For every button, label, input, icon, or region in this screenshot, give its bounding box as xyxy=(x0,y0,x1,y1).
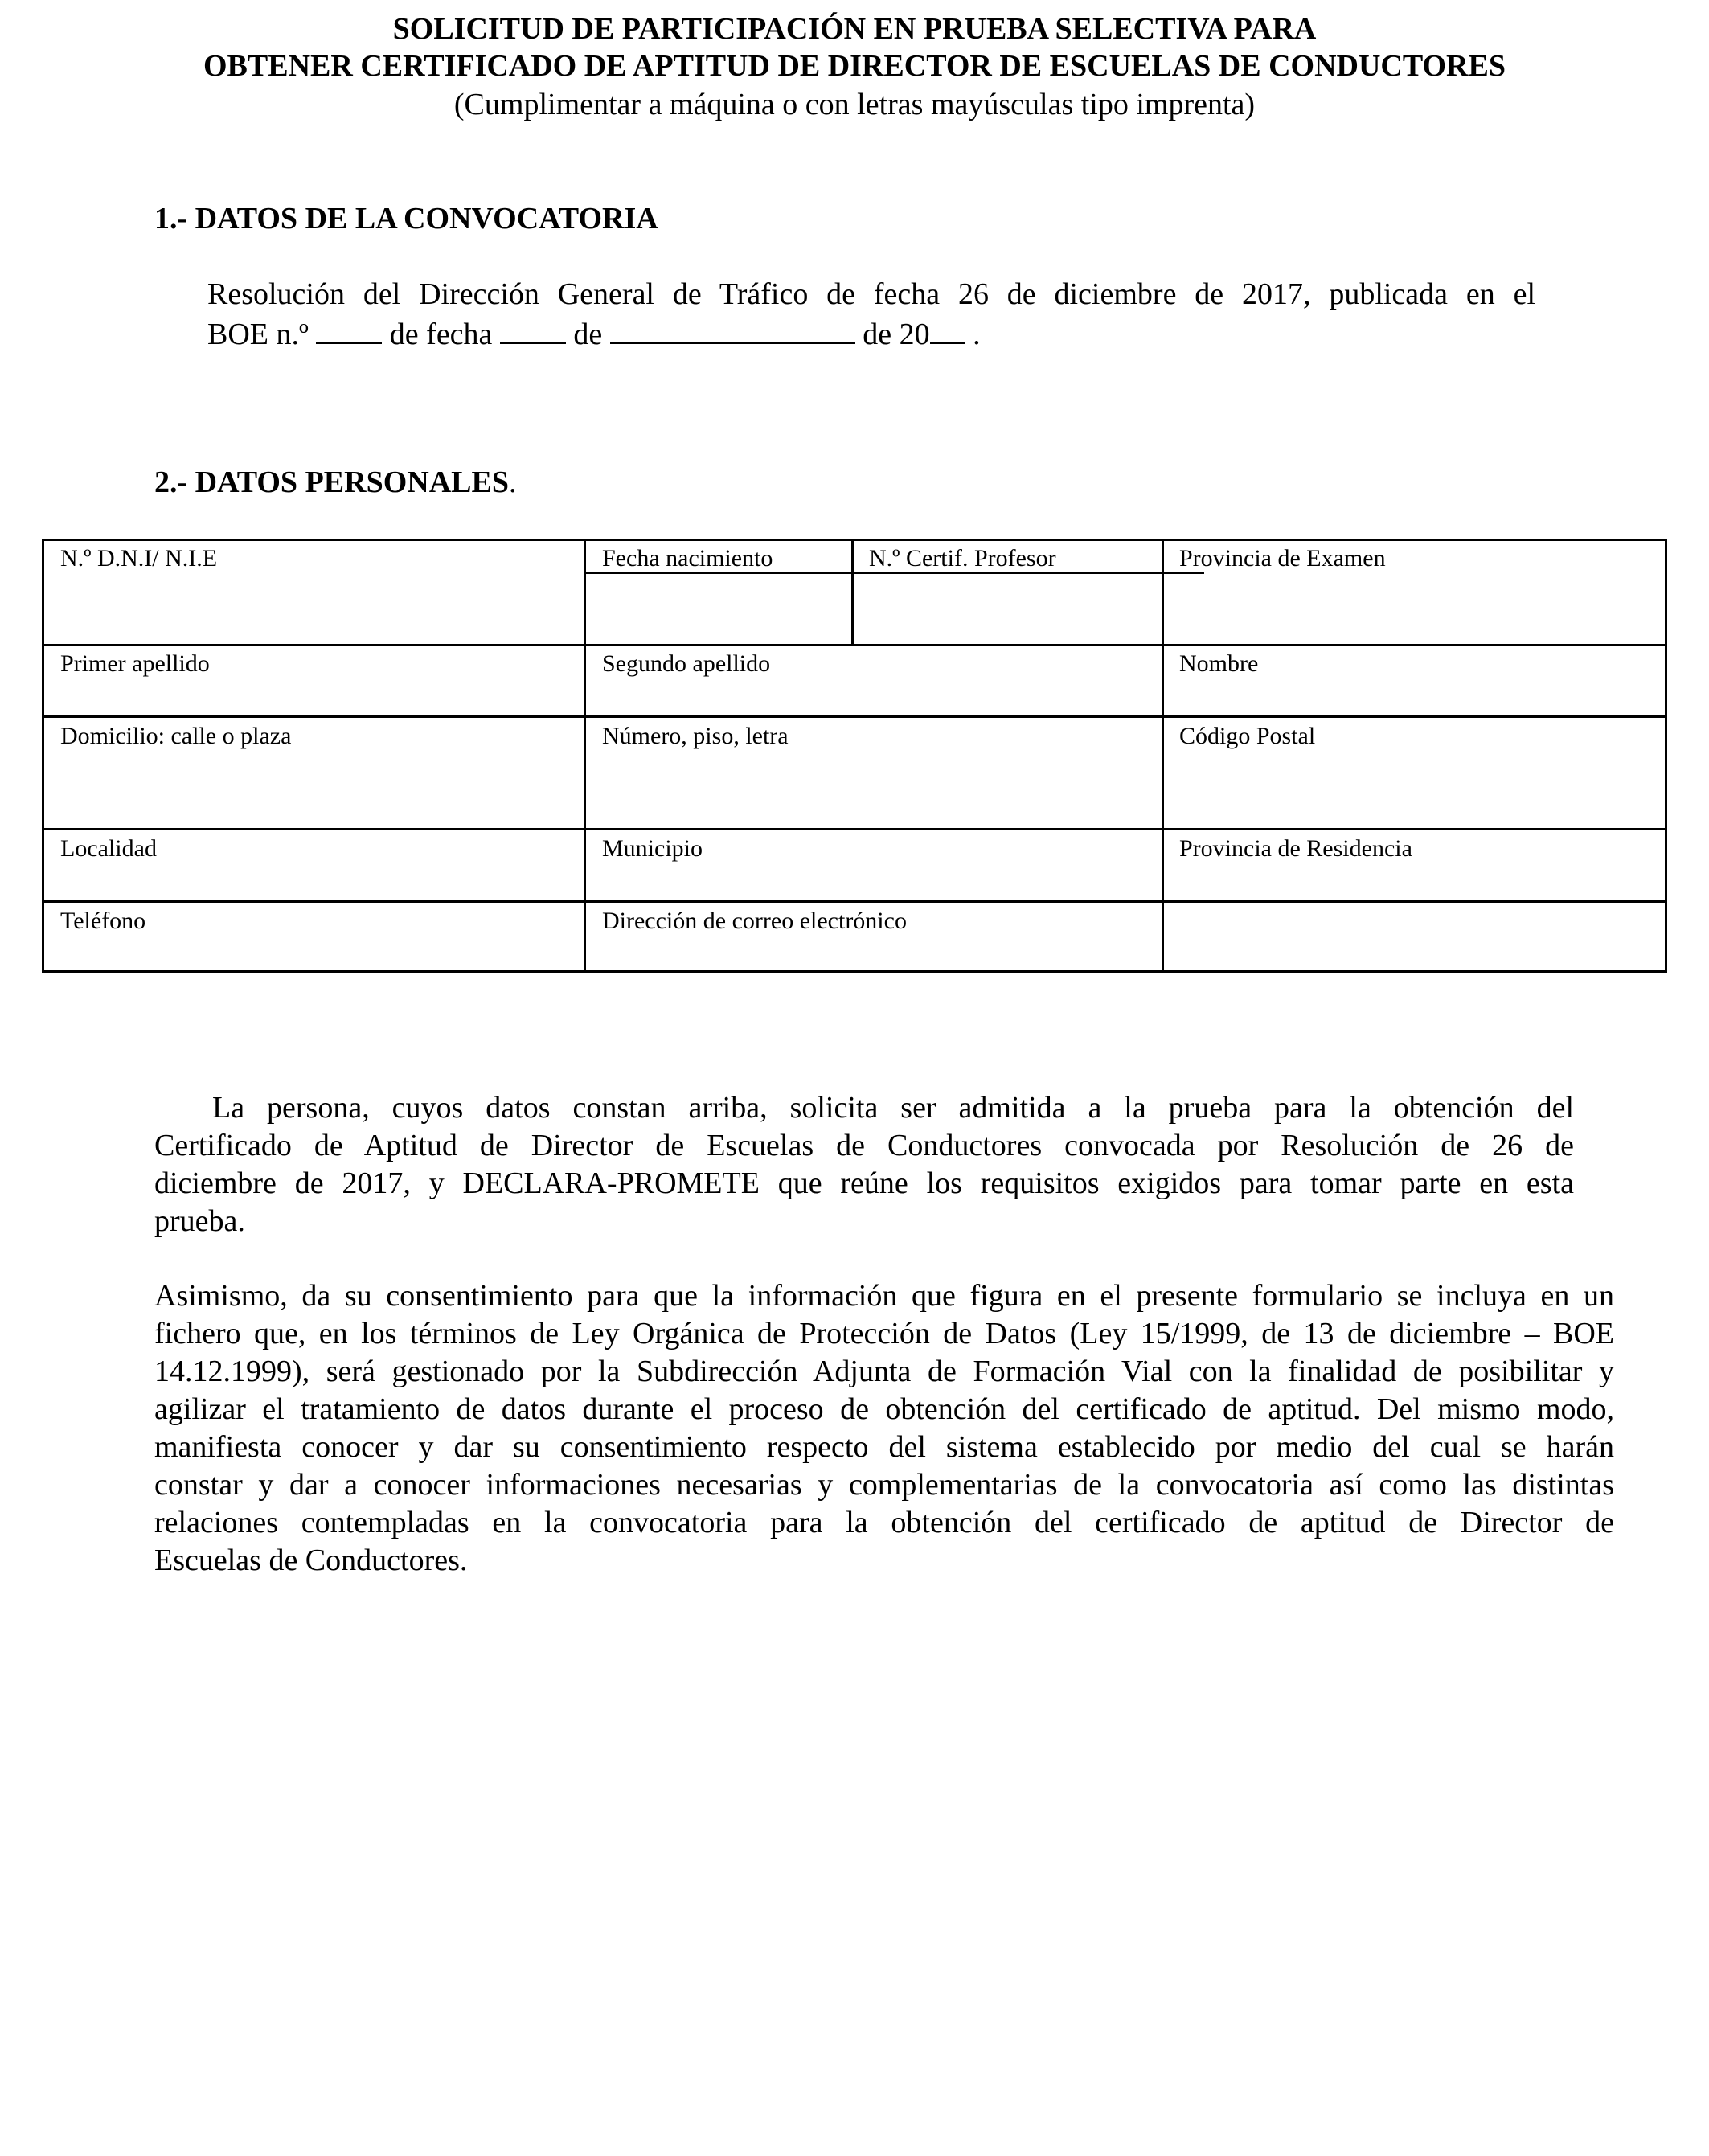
declaration-line-1: La persona, cuyos datos constan arriba, solicita ser admitida a la prueba para la obtención del xyxy=(212,1091,1574,1125)
personal-data-form xyxy=(42,539,1667,973)
form-title-line1: SOLICITUD DE PARTICIPACIÓN EN PRUEBA SELECTIVA PARA xyxy=(392,12,1317,46)
second-surname-field[interactable]: Segundo apellido xyxy=(602,650,771,677)
form-title-line2: OBTENER CERTIFICADO DE APTITUD DE DIRECTOR DE ESCUELAS DE CONDUCTORES xyxy=(203,49,1506,83)
form-instructions: (Cumplimentar a máquina o con letras mayúsculas tipo imprenta) xyxy=(453,88,1256,121)
row-divider xyxy=(44,900,1665,903)
column-divider xyxy=(851,541,854,644)
row-divider xyxy=(44,644,1665,646)
boe-month-blank[interactable] xyxy=(610,315,855,344)
consent-line-1: Asimismo, da su consentimiento para que la información que figura en el presente formulario se incluya en un xyxy=(154,1279,1614,1313)
row-divider xyxy=(44,828,1665,830)
consent-line-2: fichero que, en los términos de Ley Orgánica de Protección de Datos (Ley 15/1999, de 13 de diciembre – BOE xyxy=(154,1317,1614,1351)
column-divider xyxy=(584,541,586,970)
section2-heading-period: . xyxy=(508,465,517,499)
declaration-line-3: diciembre de 2017, y DECLARA-PROMETE que reúne los requisitos exigidos para tomar parte en esta xyxy=(154,1166,1574,1200)
birth-date-field[interactable]: Fecha nacimiento xyxy=(602,545,773,572)
consent-line-8: Escuelas de Conductores. xyxy=(154,1543,468,1577)
phone-field[interactable]: Teléfono xyxy=(60,908,146,934)
section1-resolution-line: Resolución del Dirección General de Tráfico de fecha 26 de diciembre de 2017, publicada en el xyxy=(207,277,1535,311)
boe-year-blank[interactable] xyxy=(930,315,965,344)
residence-province-field[interactable]: Provincia de Residencia xyxy=(1179,835,1412,862)
consent-line-4: agilizar el tratamiento de datos durante el proceso de obtención del certificado de aptitud. Del mismo modo, xyxy=(154,1392,1614,1426)
municipality-field[interactable]: Municipio xyxy=(602,835,703,862)
consent-line-3: 14.12.1999), será gestionado por la Subdirección Adjunta de Formación Vial con la finalidad de posibilitar y xyxy=(154,1355,1614,1388)
locality-field[interactable]: Localidad xyxy=(60,835,157,862)
first-surname-field[interactable]: Primer apellido xyxy=(60,650,210,677)
boe-label: BOE n.º xyxy=(207,318,309,351)
postal-code-field[interactable]: Código Postal xyxy=(1179,723,1316,749)
consent-line-6: constar y dar a conocer informaciones necesarias y complementarias de la convocatoria así como las distintas xyxy=(154,1468,1614,1502)
boe-year-prefix: de 20 xyxy=(863,318,930,351)
boe-de-fecha-label: de fecha xyxy=(389,318,493,351)
boe-number-blank[interactable] xyxy=(316,315,382,344)
section2-heading-text: 2.- DATOS PERSONALES xyxy=(154,465,509,499)
address-number-field[interactable]: Número, piso, letra xyxy=(602,723,789,749)
teacher-certificate-field[interactable]: N.º Certif. Profesor xyxy=(869,545,1056,572)
exam-province-field[interactable]: Provincia de Examen xyxy=(1179,545,1386,572)
boe-de-label: de xyxy=(573,318,603,351)
declaration-line-4: prueba. xyxy=(154,1204,245,1238)
section1-heading: 1.- DATOS DE LA CONVOCATORIA xyxy=(154,202,658,236)
email-field[interactable]: Dirección de correo electrónico xyxy=(602,908,907,934)
declaration-line-2: Certificado de Aptitud de Director de Escuelas de Conductores convocada por Resolución de 26 de xyxy=(154,1129,1574,1162)
consent-line-7: relaciones contempladas en la convocatoria para la obtención del certificado de aptitud de Director de xyxy=(154,1506,1614,1539)
row-divider xyxy=(44,715,1665,718)
column-divider xyxy=(1162,541,1164,970)
consent-line-5: manifiesta conocer y dar su consentimiento respecto del sistema establecido por medio del cual se harán xyxy=(154,1430,1614,1464)
dni-field[interactable]: N.º D.N.I/ N.I.E xyxy=(60,545,218,572)
name-field[interactable]: Nombre xyxy=(1179,650,1259,677)
section2-heading xyxy=(154,465,516,500)
address-street-field[interactable]: Domicilio: calle o plaza xyxy=(60,723,292,749)
boe-period: . xyxy=(973,318,981,351)
boe-day-blank[interactable] xyxy=(500,315,566,344)
section1-boe-line xyxy=(207,315,981,352)
